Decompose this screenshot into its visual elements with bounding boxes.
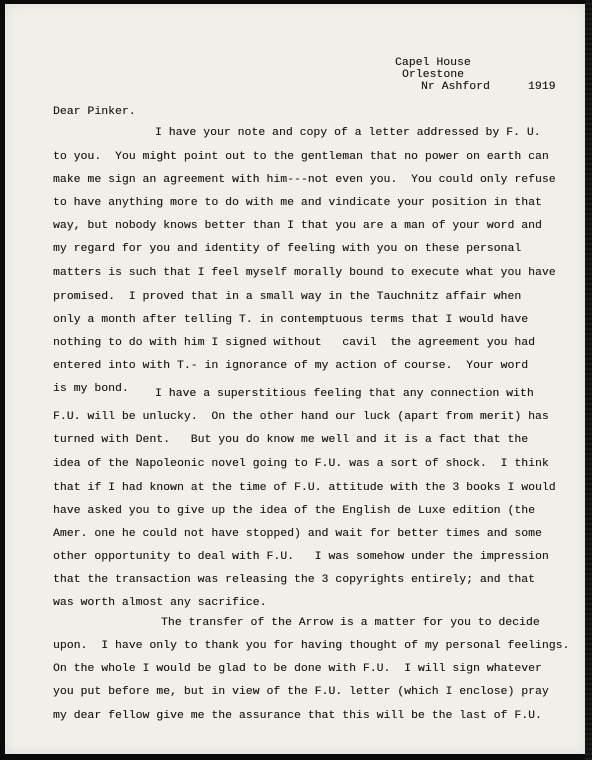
address-line-village: Orlestone (402, 69, 464, 81)
body-line: nothing to do with him I signed without cavil the agreement you had (53, 337, 535, 349)
body-line: The transfer of the Arrow is a matter for you to decide (161, 617, 540, 629)
body-line: entered into with T.- in ignorance of my action of course. Your word (53, 360, 529, 372)
body-line: On the whole I would be glad to be done with F.U. I will sign whatever (53, 663, 542, 675)
body-line: make me sign an agreement with him---not even you. You could only refuse (53, 174, 556, 186)
body-line: is my bond. (53, 383, 129, 395)
salutation: Dear Pinker. (53, 106, 136, 118)
body-line: was worth almost any sacrifice. (53, 597, 267, 609)
body-line: that if I had known at the time of F.U. attitude with the 3 books I would (53, 482, 556, 494)
body-line: idea of the Napoleonic novel going to F.U. was a sort of shock. I think (53, 458, 549, 470)
body-line: my dear fellow give me the assurance that this will be the last of F.U. (53, 710, 542, 722)
body-line: you put before me, but in view of the F.U. letter (which I enclose) pray (53, 686, 549, 698)
body-line: matters is such that I feel myself morally bound to execute what you have (53, 267, 556, 279)
body-line: to you. You might point out to the gentleman that no power on earth can (53, 151, 549, 163)
body-line: upon. I have only to thank you for having thought of my personal feelings. (53, 640, 570, 652)
body-line: promised. I proved that in a small way in the Tauchnitz affair when (53, 291, 522, 303)
address-line-house: Capel House (395, 57, 471, 69)
body-line: other opportunity to deal with F.U. I was somehow under the impression (53, 551, 549, 563)
body-line: Amer. one he could not have stopped) and wait for better times and some (53, 528, 542, 540)
address-line-town: Nr Ashford (421, 81, 490, 93)
body-line: have asked you to give up the idea of the English de Luxe edition (the (53, 505, 535, 517)
body-line: that the transaction was releasing the 3 copyrights entirely; and that (53, 574, 535, 586)
body-line: F.U. will be unlucky. On the other hand our luck (apart from merit) has (53, 411, 549, 423)
body-line: turned with Dent. But you do know me well and it is a fact that the (53, 434, 529, 446)
body-line: my regard for you and identity of feeling with you on these personal (53, 243, 522, 255)
body-line: only a month after telling T. in contemptuous terms that I would have (53, 314, 529, 326)
body-line: I have a superstitious feeling that any connection with (155, 388, 534, 400)
letter-year: 1919 (528, 81, 556, 93)
body-line: to have anything more to do with me and vindicate your position in that (53, 197, 542, 209)
letter-page (5, 4, 585, 754)
scan-edge (585, 0, 592, 760)
body-line: I have your note and copy of a letter addressed by F. U. (155, 127, 541, 139)
body-line: way, but nobody knows better than I that you are a man of your word and (53, 220, 542, 232)
